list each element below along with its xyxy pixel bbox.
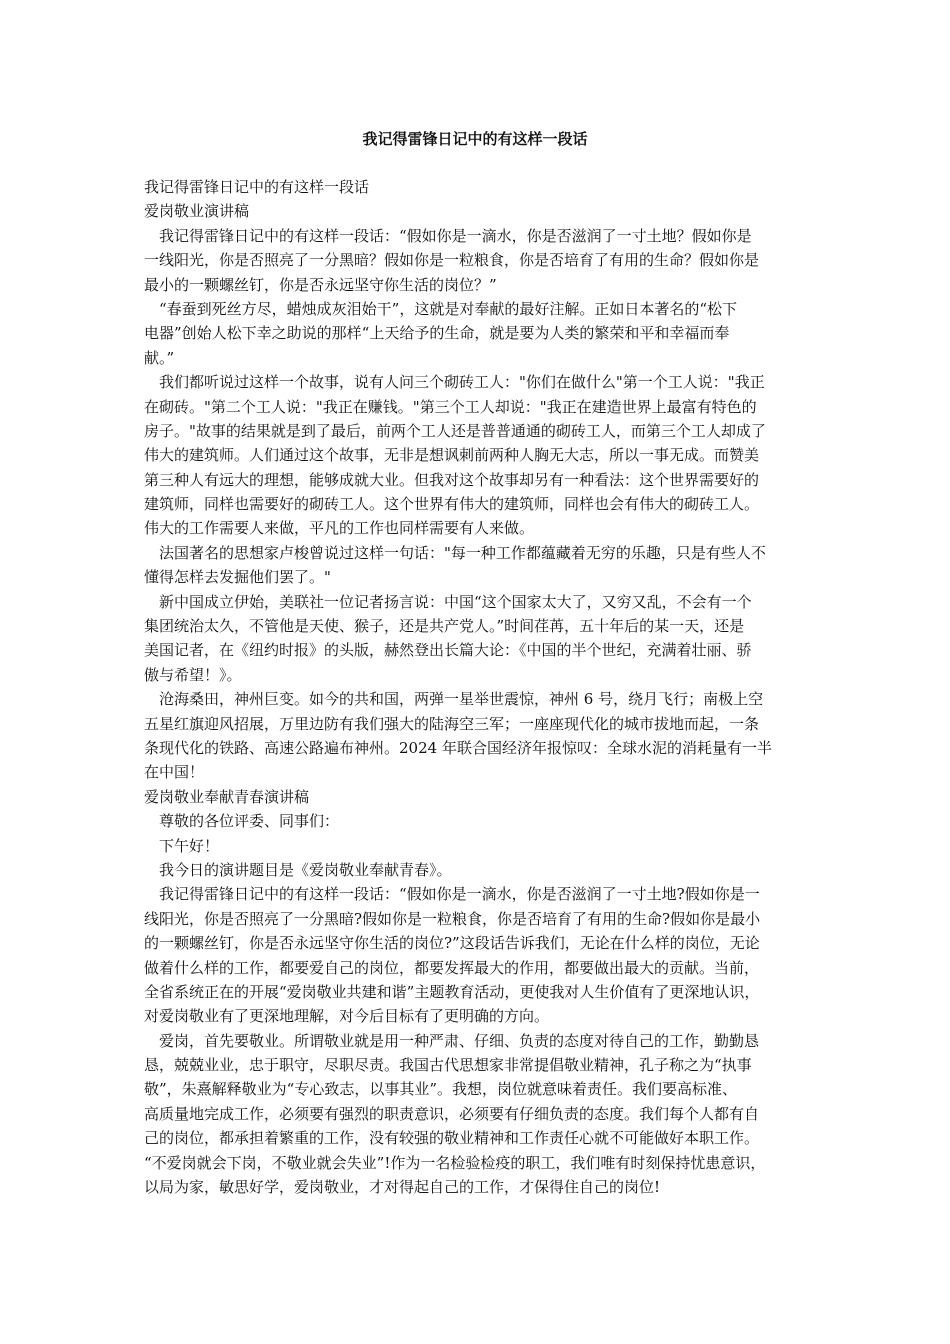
text-line: 傲与希望！》。 bbox=[144, 665, 242, 684]
text-line: 己的岗位，都承担着繁重的工作，没有较强的敬业精神和工作责任心就不可能做好本职工作。 bbox=[144, 1129, 760, 1148]
text-line: 全省系统正在的开展“爱岗敬业共建和谐”主题教育活动，更使我对人生价值有了更深地认识， bbox=[144, 982, 760, 1001]
text-line: 五星红旗迎风招展，万里边防有我们强大的陆海空三军；一座座现代化的城市拔地而起，一条 bbox=[144, 714, 760, 733]
text-line: 房子。"故事的结果就是到了最后，前两个工人还是普普通通的砌砖工人，而第三个工人却成了 bbox=[144, 421, 766, 440]
text-line: 对爱岗敬业有了更深地理解，对今后目标有了更明确的方向。 bbox=[144, 1007, 550, 1026]
text-line: 集团统治太久，不管他是天使、猴子，还是共产党人。”时间荏苒，五十年后的某一天，还是 bbox=[144, 617, 745, 636]
text-line: 新中国成立伊始，美联社一位记者扬言说：中国“这个国家太大了，又穷又乱，不会有一个 bbox=[159, 592, 752, 611]
text-line: “不爱岗就会下岗，不敬业就会失业”!作为一名检验检疫的职工，我们唯有时刻保持忧患意识， bbox=[144, 1153, 766, 1172]
text-line: 恳，兢兢业业，忠于职守，尽职尽责。我国古代思想家非常提倡敬业精神，孔子称之为“执事 bbox=[144, 1056, 752, 1075]
text-line: 美国记者，在《纽约时报》的头版，赫然登出长篇大论：《中国的半个世纪，充满着壮丽、骄 bbox=[144, 641, 752, 660]
text-line: 懂得怎样去发掘他们罢了。" bbox=[144, 568, 331, 587]
text-line: 电器”创始人松下幸之助说的那样“上天给予的生命，就是要为人类的繁荣和平和幸福而奉 bbox=[144, 324, 730, 343]
document-title: 我记得雷锋日记中的有这样一段话 bbox=[362, 130, 588, 148]
text-line: 下午好！ bbox=[159, 836, 220, 855]
text-line: 第三种人有远大的理想，能够成就大业。但我对这个故事却另有一种看法：这个世界需要好的 bbox=[144, 470, 760, 489]
text-line: 建筑师，同样也需要好的砌砖工人。这个世界有伟大的建筑师，同样也会有伟大的砌砖工人。 bbox=[144, 495, 760, 514]
text-line: 我今日的演讲题目是《爱岗敬业奉献青春》。 bbox=[159, 860, 452, 879]
text-line: 法国著名的思想家卢梭曾说过这样一句话："每一种工作都蕴藏着无穷的乐趣，只是有些人不 bbox=[159, 543, 766, 562]
text-line: 献。” bbox=[144, 348, 175, 367]
text-line: 条现代化的铁路、高速公路遍布神州。2024 年联合国经济年报惊叹：全球水泥的消耗量有一半 bbox=[144, 738, 772, 757]
text-line: 在砌砖。"第二个工人说："我正在赚钱。"第三个工人却说："我正在建造世界上最富有特色的 bbox=[144, 397, 757, 416]
text-line: 我记得雷锋日记中的有这样一段话：“假如你是一滴水，你是否滋润了一寸土地?假如你是一 bbox=[159, 885, 760, 904]
text-line: 伟大的工作需要人来做，平凡的工作也同样需要有人来做。 bbox=[144, 519, 535, 538]
text-line: 爱岗敬业演讲稿 bbox=[144, 202, 250, 221]
text-line: 高质量地完成工作，必须要有强烈的职责意识，必须要有仔细负责的态度。我们每个人都有自 bbox=[144, 1104, 760, 1123]
text-line: 尊敬的各位评委、同事们： bbox=[159, 812, 340, 831]
text-line: “春蚕到死丝方尽，蜡烛成灰泪始干”，这就是对奉献的最好注解。正如日本著名的“松下 bbox=[159, 299, 738, 318]
text-line: 的一颗螺丝钉，你是否永远坚守你生活的岗位?”这段话告诉我们，无论在什么样的岗位，无论 bbox=[144, 934, 760, 953]
text-line: 一线阳光，你是否照亮了一分黑暗？假如你是一粒粮食，你是否培育了有用的生命？假如你是 bbox=[144, 251, 760, 270]
text-line: 我记得雷锋日记中的有这样一段话 bbox=[144, 178, 370, 196]
text-line: 我记得雷锋日记中的有这样一段话：“假如你是一滴水，你是否滋润了一寸土地？假如你是 bbox=[159, 226, 752, 245]
text-line: 爱岗，首先要敬业。所谓敬业就是用一种严肃、仔细、负责的态度对待自己的工作，勤勤恳 bbox=[159, 1031, 760, 1050]
text-line: 爱岗敬业奉献青春演讲稿 bbox=[144, 787, 310, 806]
text-line: 线阳光，你是否照亮了一分黑暗?假如你是一粒粮食，你是否培育了有用的生命?假如你是最小 bbox=[144, 909, 761, 928]
document-body bbox=[144, 175, 808, 1199]
text-line: 在中国！ bbox=[144, 763, 205, 782]
text-line: 伟大的建筑师。人们通过这个故事，无非是想讽刺前两种人胸无大志，所以一事无成。而赞美 bbox=[144, 446, 760, 465]
text-line: 敬”，朱熹解释敬业为“专心致志，以事其业”。我想，岗位就意味着责任。我们要高标准、 bbox=[144, 1080, 738, 1099]
text-line: 以局为家，敏思好学，爱岗敬业，才对得起自己的工作，才保得住自己的岗位! bbox=[144, 1178, 661, 1197]
text-line: 我们都听说过这样一个故事，说有人问三个砌砖工人："你们在做什么"第一个工人说："我正 bbox=[159, 373, 765, 392]
text-line: 最小的一颗螺丝钉，你是否永远坚守你生活的岗位？” bbox=[144, 275, 497, 294]
text-line: 沧海桑田，神州巨变。如今的共和国，两弹一星举世震惊，神州 6 号，绕月飞行；南极上空 bbox=[159, 690, 764, 709]
text-line: 做着什么样的工作，都要爱自己的岗位，都要发挥最大的作用，都要做出最大的贡献。当前， bbox=[144, 958, 760, 977]
